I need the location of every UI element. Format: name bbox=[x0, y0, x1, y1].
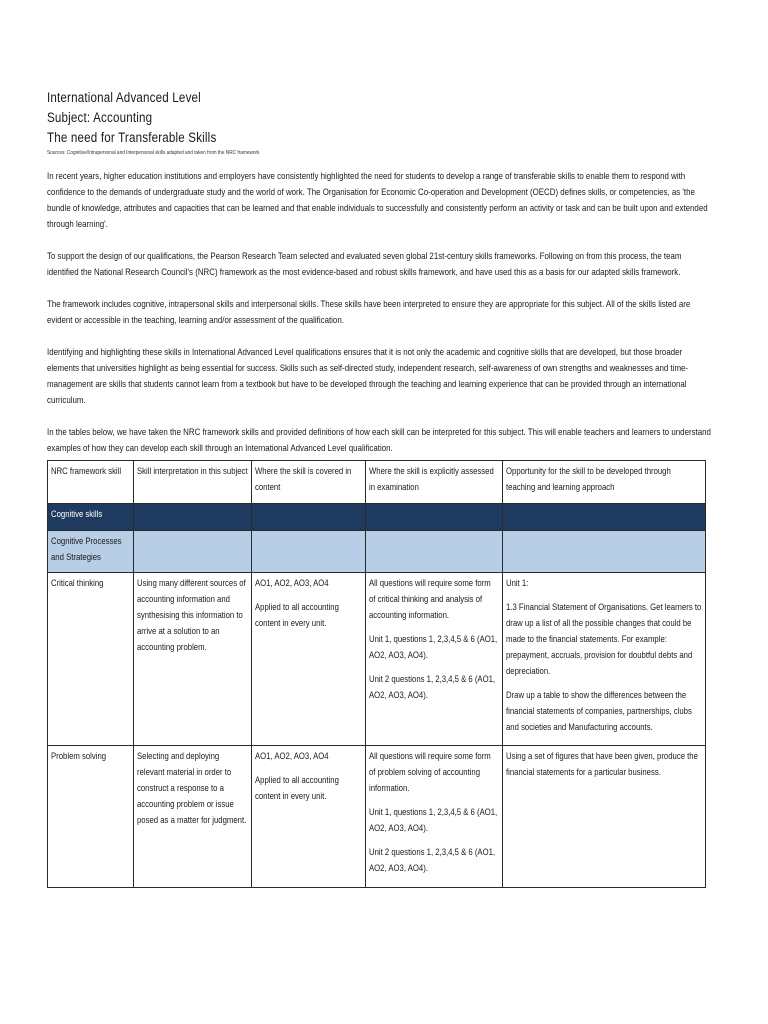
highlight-paragraph: Identifying and highlighting these skills in International Advanced Level qualifications ensures that it is not only the academic and cognitive skills that are developed, but those broader elements that universities highlight as being essential for success. Skills such as self-directed study, independent research, self-awareness of own strengths and weaknesses and time-management are skills that students cannot learn from a textbook but have to be developed through the teaching and learning experience that can be provided through an international curriculum. bbox=[47, 347, 689, 405]
table-row-critical-thinking bbox=[48, 573, 706, 746]
skill-name: Critical thinking bbox=[51, 578, 104, 588]
skill-cell bbox=[48, 573, 134, 746]
band-cell bbox=[48, 531, 134, 573]
header-label: Skill interpretation in this subject bbox=[137, 466, 248, 476]
sources-note: Sources: Cognitive/Intrapersonal and Interpersonal skills adapted and taken from the NRC framework bbox=[47, 150, 260, 156]
content-aos: AO1, AO2, AO3, AO4 bbox=[255, 751, 329, 761]
opportunity-cell bbox=[503, 573, 706, 746]
table-header-row bbox=[48, 461, 706, 504]
interpretation-cell bbox=[134, 746, 252, 888]
content-aos: AO1, AO2, AO3, AO4 bbox=[255, 578, 329, 588]
header-cell bbox=[48, 461, 134, 504]
header-cell bbox=[503, 461, 706, 504]
skills-table bbox=[47, 460, 706, 888]
skill-cell bbox=[48, 746, 134, 888]
interpretation-text: Using many different sources of accounting information and synthesising this information to arrive at a solution to an accounting problem. bbox=[137, 578, 246, 652]
content-scope: Applied to all accounting content in every unit. bbox=[255, 775, 339, 801]
band-cell bbox=[134, 531, 252, 573]
header-label: Where the skill is explicitly assessed in examination bbox=[369, 466, 494, 492]
band-cell bbox=[503, 504, 706, 531]
cognitive-skills-label: Cognitive skills bbox=[51, 509, 103, 519]
subject-title: Subject: Accounting bbox=[47, 110, 153, 125]
band-cell bbox=[366, 504, 503, 531]
qualification-title: International Advanced Level bbox=[47, 90, 201, 105]
band-cell bbox=[134, 504, 252, 531]
header-label: NRC framework skill bbox=[51, 466, 122, 476]
band-cell bbox=[48, 504, 134, 531]
opportunity-cell bbox=[503, 746, 706, 888]
band-cell bbox=[503, 531, 706, 573]
opportunity-activity: Using a set of figures that have been given, produce the financial statements for a particular business. bbox=[506, 751, 698, 777]
processes-label: Cognitive Processes and Strategies bbox=[51, 536, 122, 562]
opportunity-unit: Unit 1: bbox=[506, 578, 529, 588]
opportunity-activity: 1.3 Financial Statement of Organisations. Get learners to draw up a list of all the possible changes that could be made to the financial statements. For example: prepayment, accruals, provision for doubtful debts and depreciation. bbox=[506, 602, 702, 676]
assessed-cell bbox=[366, 573, 503, 746]
framework-paragraph: The framework includes cognitive, intrapersonal skills and interpersonal skills. These skills have been interpreted to ensure they are appropriate for this subject. All of the skills listed are evident or accessible in the teaching, learning and/or assessment of the qualification. bbox=[47, 299, 691, 325]
skill-name: Problem solving bbox=[51, 751, 107, 761]
header-label: Where the skill is covered in content bbox=[255, 466, 352, 492]
band-cell bbox=[366, 531, 503, 573]
header-cell bbox=[134, 461, 252, 504]
page-title: The need for Transferable Skills bbox=[47, 130, 217, 145]
intro-paragraph: In recent years, higher education institutions and employers have consistently highlighted the need for students to develop a range of transferable skills to enable them to respond with confidence to the demands of undergraduate study and the world of work. The Organisation for Economic Co-operation and Development (OECD) defines skills, or competencies, as 'the bundle of knowledge, attributes and capacities that can be learned and that enable individuals to successfully and consistently perform an activity or task and can be built upon and extended through learning'. bbox=[47, 171, 708, 229]
assessed-cell bbox=[366, 746, 503, 888]
assessed-unit1: Unit 1, questions 1, 2,3,4,5 & 6 (AO1, AO2, AO3, AO4). bbox=[369, 807, 498, 833]
table-row-problem-solving bbox=[48, 746, 706, 888]
opportunity-table-task: Draw up a table to show the differences between the financial statements of companies, partnerships, clubs and societies and Manufacturing accounts. bbox=[506, 690, 692, 732]
processes-band bbox=[48, 531, 706, 573]
assessed-unit2: Unit 2 questions 1, 2,3,4,5 & 6 (AO1, AO2, AO3, AO4). bbox=[369, 847, 496, 873]
assessed-unit2: Unit 2 questions 1, 2,3,4,5 & 6 (AO1, AO2, AO3, AO4). bbox=[369, 674, 496, 700]
assessed-summary: All questions will require some form of critical thinking and analysis of accounting information. bbox=[369, 578, 491, 620]
tables-paragraph: In the tables below, we have taken the NRC framework skills and provided definitions of how each skill can be interpreted for this subject. This will enable teachers and learners to understand examples of how they can develop each skill through an International Advanced Level qualification. bbox=[47, 427, 711, 453]
assessed-unit1: Unit 1, questions 1, 2,3,4,5 & 6 (AO1, AO2, AO3, AO4). bbox=[369, 634, 498, 660]
interpretation-cell bbox=[134, 573, 252, 746]
content-cell bbox=[252, 746, 366, 888]
header-cell bbox=[366, 461, 503, 504]
content-scope: Applied to all accounting content in every unit. bbox=[255, 602, 339, 628]
assessed-summary: All questions will require some form of problem solving of accounting information. bbox=[369, 751, 491, 793]
interpretation-text: Selecting and deploying relevant material in order to construct a response to a accounting problem or issue posed as a matter for judgment. bbox=[137, 751, 247, 825]
header-label: Opportunity for the skill to be developed through teaching and learning approach bbox=[506, 466, 671, 492]
band-cell bbox=[252, 504, 366, 531]
band-cell bbox=[252, 531, 366, 573]
research-paragraph: To support the design of our qualifications, the Pearson Research Team selected and evaluated seven global 21st-century skills frameworks. Following on from this process, the team identified the National Research Council's (NRC) framework as the most evidence-based and robust skills framework, and have used this as a basis for our adapted skills framework. bbox=[47, 251, 682, 277]
content-cell bbox=[252, 573, 366, 746]
cognitive-skills-band bbox=[48, 504, 706, 531]
document-page bbox=[47, 88, 713, 472]
header-cell bbox=[252, 461, 366, 504]
